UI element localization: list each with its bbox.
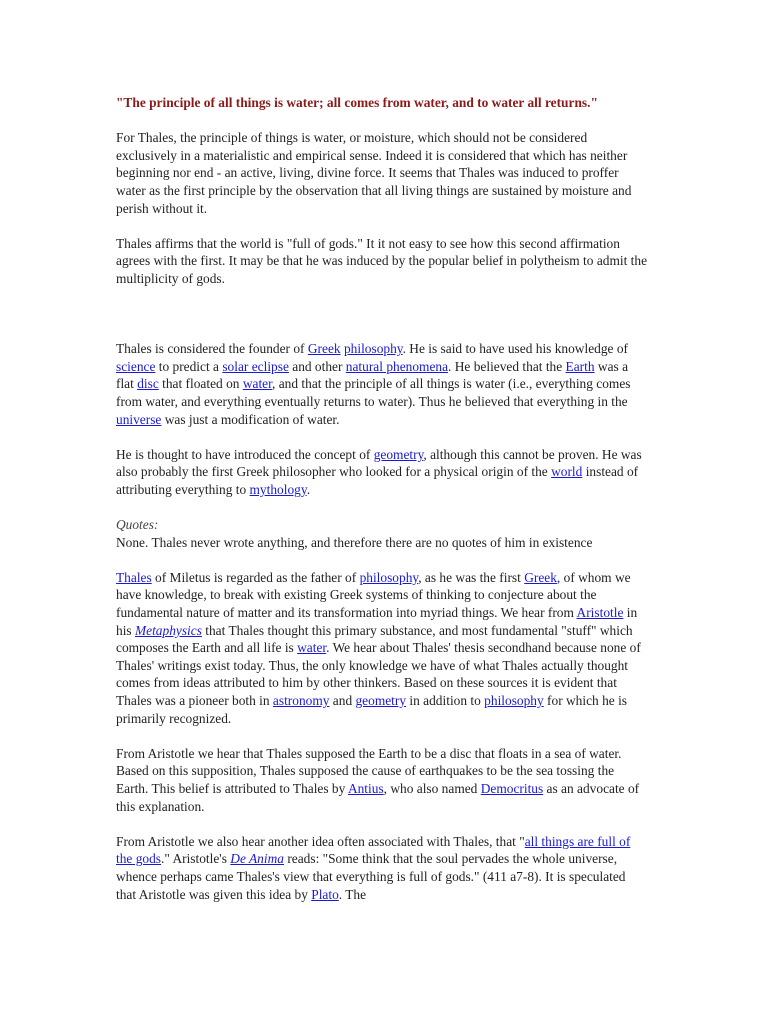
text-run: in addition to	[406, 693, 485, 708]
document-body	[116, 94, 648, 921]
text-run: .	[306, 481, 311, 497]
link-philosophy[interactable]: philosophy	[484, 693, 544, 708]
paragraph-founder	[116, 340, 648, 428]
paragraph-quotes	[116, 516, 648, 551]
link-astronomy[interactable]: astronomy	[272, 693, 330, 708]
paragraph-geometry	[116, 446, 648, 499]
link-solar-eclipse[interactable]: solar eclipse	[222, 358, 289, 374]
text-run: was just a modification of water.	[161, 411, 340, 427]
link-plato[interactable]: Plato	[311, 886, 339, 902]
link-universe[interactable]: universe	[116, 411, 162, 427]
heading-quote: "The principle of all things is water; all comes from water, and to water all returns."	[116, 95, 598, 110]
text-run: Thales is considered the founder of	[116, 341, 308, 357]
quotes-text: None. Thales never wrote anything, and therefore there are no quotes of him in existence	[116, 534, 593, 550]
text-run: to predict a	[155, 358, 223, 374]
paragraph-principle: For Thales, the principle of things is water, or moisture, which should not be considered exclusively in a materialistic and empirical sense. Indeed it is considered that which has neither beginning nor end - an active, living, divine force. It seems that Thales was induced to proffer water as the first principle by the observation that all living things are sustained by moisture and perish without it.	[116, 130, 632, 216]
text-run: . He is said to have used his knowledge of	[402, 341, 628, 357]
link-earth[interactable]: Earth	[565, 358, 595, 374]
link-metaphysics[interactable]: Metaphysics	[134, 622, 202, 638]
link-water[interactable]: water	[242, 376, 273, 392]
paragraph-earthquakes	[116, 745, 648, 815]
link-world[interactable]: world	[551, 464, 583, 480]
text-run: , although this cannot be proven. He was also probably the first Greek philosopher who looked for a physical origin of the	[116, 446, 642, 480]
link-water[interactable]: water	[297, 640, 327, 656]
paragraph-father-of-philosophy	[116, 569, 648, 727]
text-run: of Miletus is regarded as the father of	[151, 569, 360, 585]
text-run: that floated on	[158, 376, 243, 392]
text-run: for which he is primarily recognized.	[116, 693, 628, 726]
link-geometry[interactable]: geometry	[373, 446, 424, 462]
text-run: , and that the principle of all things is water (i.e., everything comes from water, and everything eventually returns to water). Thus he believed that everything in the	[116, 376, 631, 409]
text-run: From Aristotle we also hear another idea often associated with Thales, that "	[116, 833, 525, 849]
link-all-things-full-of-gods[interactable]: all things are full of the gods	[116, 833, 631, 867]
paragraph-full-of-gods: Thales affirms that the world is "full of gods." It it not easy to see how this second affirmation agrees with the first. It may be that he was induced by the popular belief in polytheism to admit the multiplicity of gods.	[116, 235, 648, 286]
text-run: as an advocate of this explanation.	[116, 780, 640, 814]
text-run: , of whom we have knowledge, to break with existing Greek systems of thinking to conjecture about the fundamental nature of matter and its transformation into myriad things. We hear from	[116, 569, 631, 621]
link-aristotle[interactable]: Aristotle	[576, 605, 624, 621]
text-run: He is thought to have introduced the concept of	[116, 446, 374, 462]
link-philosophy[interactable]: philosophy	[343, 341, 403, 357]
text-run: From Aristotle we hear that Thales supposed the Earth to be a disc that floats in a sea of water. Based on this supposition, Thales supposed the cause of earthquakes to be the sea tossing the Earth. This belief is attributed to Thales by	[116, 745, 622, 796]
text-run: and other	[288, 358, 346, 374]
link-greek[interactable]: Greek	[524, 569, 557, 585]
link-philosophy[interactable]: philosophy	[359, 569, 419, 585]
text-run: ." Aristotle's	[161, 851, 231, 867]
text-run: . The	[338, 886, 367, 902]
link-greek[interactable]: Greek	[307, 341, 341, 357]
link-science[interactable]: science	[116, 358, 156, 374]
link-disc[interactable]: disc	[137, 376, 159, 392]
quotes-label: Quotes:	[116, 517, 159, 533]
text-run: , as he was the first	[418, 569, 525, 585]
link-geometry[interactable]: geometry	[355, 693, 407, 708]
text-run: instead of attributing everything to	[116, 464, 639, 497]
text-run: . We hear about Thales' thesis secondhand because none of Thales' writings exist today. Thus, the only knowledge we have of what Thales actually thought comes from ideas attributed to him by other thinkers. Based on these sources it is evident that Thales was a pioneer both in	[116, 640, 641, 708]
link-antius[interactable]: Antius	[347, 780, 384, 796]
text-run: was a flat	[116, 358, 629, 392]
text-run: reads: "Some think that the soul pervades the whole universe, whence perhaps came Thales's view that everything is full of gods." (411 a7-8). It is speculated that Aristotle was given this idea by	[116, 851, 626, 902]
blank-space	[116, 305, 648, 340]
link-thales[interactable]: Thales	[116, 569, 152, 585]
text-run: in his	[116, 605, 638, 638]
text-run: , who also named	[383, 780, 481, 796]
text-run: . He believed that the	[448, 358, 566, 374]
link-mythology[interactable]: mythology	[249, 481, 307, 497]
paragraph-de-anima	[116, 833, 648, 903]
text-run: that Thales thought this primary substance, and most fundamental "stuff" which composes the Earth and all life is	[116, 622, 633, 656]
link-natural-phenomena[interactable]: natural phenomena	[345, 358, 449, 374]
link-de-anima[interactable]: De Anima	[230, 851, 284, 867]
link-democritus[interactable]: Democritus	[480, 780, 544, 796]
text-run: and	[329, 693, 356, 708]
